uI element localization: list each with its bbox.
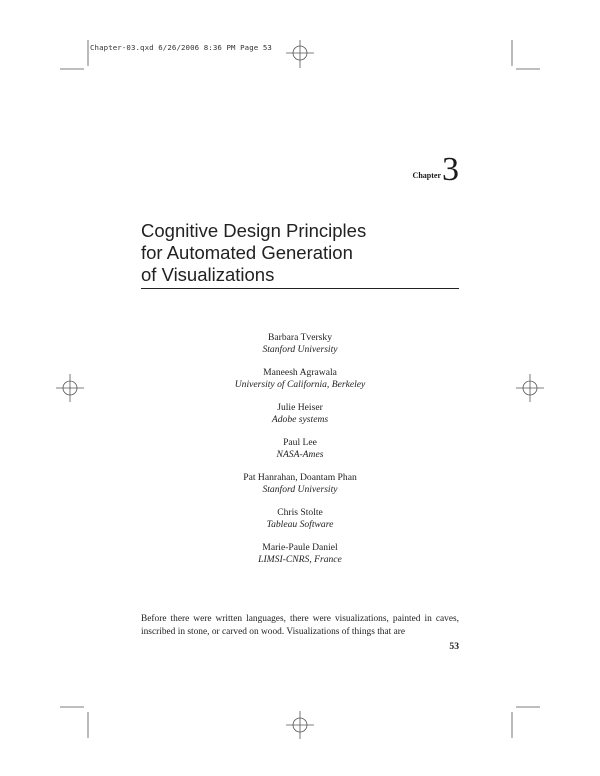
printer-slug: Chapter-03.qxd 6/26/2006 8:36 PM Page 53: [90, 43, 272, 52]
author-name: Paul Lee: [283, 437, 317, 448]
registration-mark-bottom: [286, 711, 314, 739]
author-affiliation: LIMSI-CNRS, France: [258, 554, 342, 565]
registration-mark-top: [286, 40, 314, 68]
author-entry: [141, 437, 459, 472]
registration-mark-right: [516, 374, 544, 402]
title-line: Cognitive Design Principles: [141, 220, 367, 241]
author-entry: [141, 472, 459, 507]
author-name: Julie Heiser: [277, 402, 323, 413]
chapter-number: 3: [442, 151, 459, 188]
author-entry: [141, 332, 459, 367]
author-affiliation: Tableau Software: [266, 519, 334, 530]
author-affiliation: NASA-Ames: [276, 449, 324, 460]
author-list: [141, 332, 459, 577]
author-entry: [141, 507, 459, 542]
title-line: of Visualizations: [141, 264, 275, 285]
author-affiliation: Stanford University: [262, 344, 338, 355]
registration-mark-left: [56, 374, 84, 402]
author-entry: [141, 542, 459, 577]
page-number: 53: [449, 641, 459, 652]
chapter-title: [141, 220, 461, 286]
chapter-word: Chapter: [412, 171, 441, 180]
chapter-label: [412, 151, 459, 188]
body-paragraph: Before there were written languages, there were visualizations, painted in caves, inscribed in stone, or carved on wood. Visualizations of things that are: [141, 614, 459, 637]
author-name: Maneesh Agrawala: [263, 367, 337, 378]
title-line: for Automated Generation: [141, 242, 353, 263]
author-affiliation: Adobe systems: [271, 414, 329, 425]
title-rule: [141, 288, 459, 289]
author-affiliation: Stanford University: [262, 484, 338, 495]
author-name: Marie-Paule Daniel: [262, 542, 338, 553]
author-entry: [141, 367, 459, 402]
author-entry: [141, 402, 459, 437]
author-name: Chris Stolte: [277, 507, 323, 518]
author-name: Barbara Tversky: [267, 332, 333, 343]
author-affiliation: University of California, Berkeley: [234, 379, 366, 390]
author-name: Pat Hanrahan, Doantam Phan: [243, 472, 357, 483]
